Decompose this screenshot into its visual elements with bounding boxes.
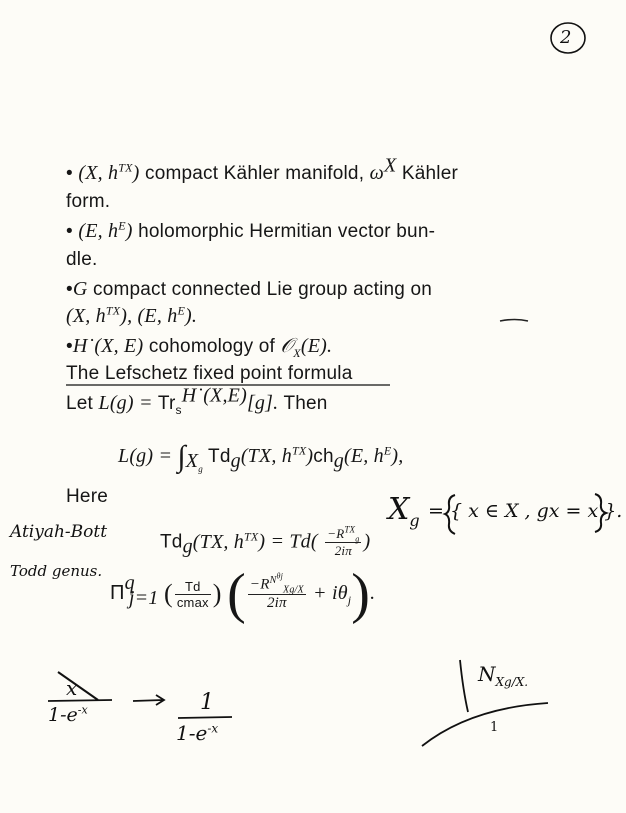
normal-curvature-fraction: $\frac{-R^{N^{\theta j}}_{Xg/X}}{2i\pi}$ [249,571,304,611]
fixed-set-definition: = { x ∈ X , gx = x }. [428,500,623,522]
right-fraction-numerator: 1 [200,690,214,715]
bullet-cohomology [66,335,332,358]
math-omega-sup: X [383,154,397,177]
margin-note-atiyah-bott: Atiyah-Bott [10,522,108,542]
bullet-dot: • [66,163,79,184]
right-fraction-bar [178,717,232,718]
fixed-set-note: $X_g$ [388,492,420,530]
left-fraction-denominator: $1-e^{-x}$ [48,703,88,726]
integral-sign: ∫ [177,440,186,473]
math-g: G [72,278,88,300]
bullet-dot: • [66,279,73,300]
let-line: Let $L(g) = Tr_s^{H˙(X,E)}[g]$. Then [66,384,328,417]
bullet-dot: • [66,336,73,357]
bullet-text: holomorphic Hermitian vector bun- [132,221,436,242]
bullet-kahler-manifold [66,154,459,185]
bullet-vector-bundle [66,220,435,243]
bullet-dot: • [66,221,79,242]
math-omega: ω [369,162,384,184]
math-e-he: (E, $h^E$) [78,218,133,242]
bullet-text: cohomology of [143,336,281,357]
stray-dash [500,320,528,322]
todd-formula: $Td_g(TX$, $h^{TX}) = Td$( $\frac{-R^{TX}_g}{2i\pi}$ ) [160,524,371,558]
sketch-vertical-curve [460,660,468,712]
bullet-text: compact connected Lie group acting on [87,279,433,300]
product-formula: $\Pi^q_{j=1}$ ( $\frac{Td}{cmax}$ ) ( $\frac{-R^{N^{\theta j}}_{Xg/X}}{2i\pi}$ + $i\theta_j$). [110,563,376,625]
left-fraction-numerator: x [66,676,78,700]
sketch-arrow [133,695,164,705]
bullet-continuation: form. [66,191,111,212]
td-cmax-fraction: $\frac{Td}{cmax}$ [176,578,209,610]
todd-fraction: $\frac{-R^{TX}_g}{2i\pi}$ [327,524,360,558]
page-number: 2 [560,27,572,48]
sketch-horizontal-curve [422,703,548,746]
right-fraction-denominator: $1-e^{-x}$ [176,721,219,745]
sketch-point-label: 1 [490,720,499,735]
bullet-text-cont: Kähler [396,163,459,184]
section-heading: The Lefschetz fixed point formula [66,363,353,384]
bullet-continuation-math: (X, $h^{TX}$), (E, $h^E$). [66,303,198,327]
math-cohomology: H˙(X, E) [72,335,144,357]
left-fraction-bar [48,700,112,701]
bullet-text: compact Kähler manifold, [139,163,370,184]
bullet-continuation: dle. [66,249,98,270]
math-x-htx: (X, $h^{TX}$) [78,160,140,184]
bullet-lie-group [66,278,432,301]
margin-note-todd-genus: Todd genus. [10,562,103,580]
math-sheaf: 𝒪$_X$(E). [280,335,333,360]
normal-bundle-label: $N_{Xg/X.}$ [478,662,529,689]
here-label: Here [66,486,108,507]
lefschetz-formula: $L(g) = \int_{X_g}$ $Td_g(TX$, $h^{TX})ch_g(E$, $h^E$), [118,440,404,474]
strike-line [58,672,98,700]
